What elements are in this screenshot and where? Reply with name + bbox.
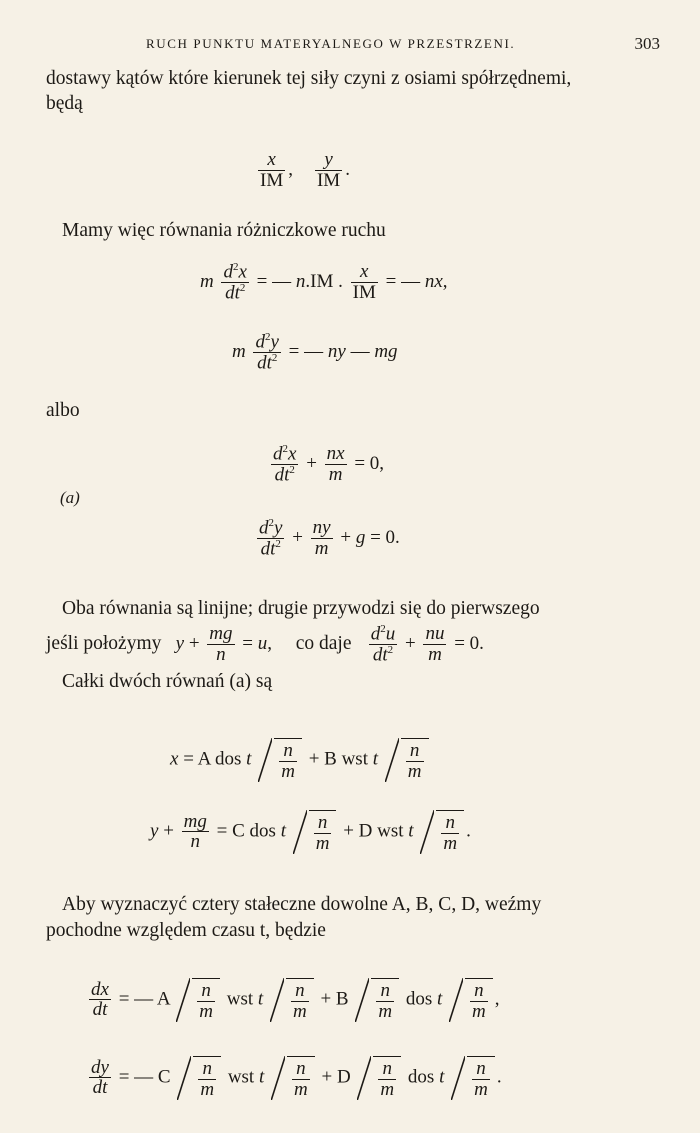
equation-direction-cosines: $\frac{x}{IM}$ , $\frac{y}{IM}$ . xyxy=(260,149,350,191)
paragraph-line: co daje xyxy=(295,633,352,655)
running-head: RUCH PUNKTU MATERYALNEGO W PRZESTRZENI. xyxy=(146,36,516,51)
paragraph-line: albo xyxy=(46,400,80,421)
equation-a2: $\frac{d^2y}{dt^2}$ + $\frac{ny}{m}$ + g = 0. xyxy=(259,517,400,560)
paragraph-line: pochodne względem czasu t, będzie xyxy=(46,920,326,941)
equation-integral-x: x = A dos t $\frac{n}{m}$ + B wst t $\frac{n}{m}$ xyxy=(170,738,431,782)
equation-derivative-x: $\frac{dx}{dt}$ = — A $\frac{n}{m}$ wst t $\frac{n}{m}$ + B $\frac{n}{m}$ dos t $\frac{n}{m}$ , xyxy=(91,978,500,1022)
paragraph-line: Mamy więc równania różniczkowe ruchu xyxy=(62,220,386,241)
equation-motion-y: m $\frac{d^2y}{dt^2}$ = — ny — mg xyxy=(232,331,398,374)
paragraph-line: Aby wyznaczyć cztery stałeczne dowolne A, B, C, D, weźmy xyxy=(62,894,542,915)
page-header xyxy=(46,36,660,56)
equation-a1: $\frac{d^2x}{dt^2}$ + $\frac{nx}{m}$ = 0, xyxy=(273,443,385,486)
paragraph-line: Całki dwóch równań (a) są xyxy=(62,671,273,692)
paragraph-line: Oba równania są linijne; drugie przywodzi się do pierwszego xyxy=(62,598,540,619)
paragraph-line: będą xyxy=(46,93,83,114)
equation-label: (a) xyxy=(60,488,80,507)
equation-motion-x: m $\frac{d^2x}{dt^2}$ = — n.IM . $\frac{x}{IM}$ = — nx, xyxy=(200,261,448,304)
equation-integral-y: y + $\frac{mg}{n}$ = C dos t $\frac{n}{m}$ + D wst t $\frac{n}{m}$ . xyxy=(150,810,471,854)
equation-derivative-y: $\frac{dy}{dt}$ = — C $\frac{n}{m}$ wst t $\frac{n}{m}$ + D $\frac{n}{m}$ dos t $\frac{n}{m}$ . xyxy=(91,1056,502,1100)
equation-substitution: jeśli położymy y + $\frac{mg}{n}$ = u, co daje $\frac{d^2u}{dt^2}$ + $\frac{nu}{m}$ = 0. xyxy=(46,623,484,666)
paragraph-line: jeśli położymy xyxy=(46,633,162,655)
paragraph-line: dostawy kątów które kierunek tej siły czyni z osiami spółrzędnemi, xyxy=(46,68,572,89)
page-number: 303 xyxy=(634,34,660,53)
